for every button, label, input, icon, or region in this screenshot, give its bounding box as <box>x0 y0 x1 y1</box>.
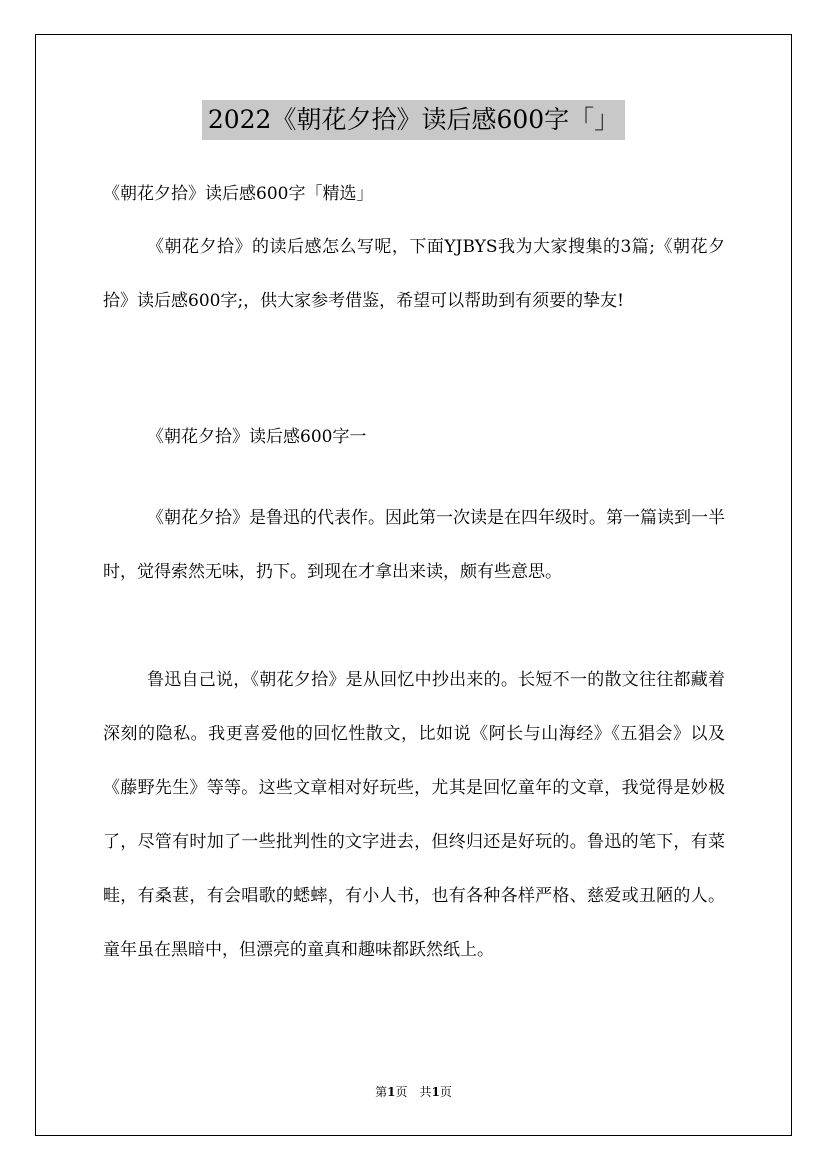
page-footer <box>0 1084 827 1100</box>
document-subtitle: 《朝花夕拾》读后感600字「精选」 <box>103 184 374 204</box>
footer-page-prefix: 第 <box>375 1085 388 1099</box>
paragraph-intro: 《朝花夕拾》的读后感怎么写呢，下面YJBYS我为大家搜集的3篇;《朝花夕拾》读后感600字;，供大家参考借鉴，希望可以帮助到有须要的挚友! <box>103 237 725 311</box>
title-container <box>0 100 827 140</box>
footer-page-mid: 页 共 <box>395 1085 432 1099</box>
paragraph-body-2: 鲁迅自己说，《朝花夕拾》是从回忆中抄出来的。长短不一的散文往往都藏着深刻的隐私。我更喜爱他的回忆性散文，比如说《阿长与山海经》《五猖会》以及《藤野先生》等等。这些文章相对好玩些，尤其是回忆童年的文章，我觉得是妙极了，尽管有时加了一些批判性的文字进去，但终归还是好玩的。鲁迅的笔下，有菜畦，有桑葚，有会唱歌的蟋蟀，有小人书，也有各种各样严格、慈爱或丑陋的人。童年虽在黑暗中，但漂亮的童真和趣味都跃然纸上。 <box>103 670 725 960</box>
footer-page-current: 1 <box>387 1085 396 1099</box>
section-heading: 《朝花夕拾》读后感600字一 <box>147 427 367 447</box>
footer-page-suffix: 页 <box>439 1085 452 1099</box>
paragraph-body-1: 《朝花夕拾》是鲁迅的代表作。因此第一次读是在四年级时。第一篇读到一半时，觉得索然无味，扔下。到现在才拿出来读，颇有些意思。 <box>103 508 725 582</box>
document-title: 2022《朝花夕拾》读后感600字「」 <box>202 100 625 140</box>
footer-page-total: 1 <box>431 1085 440 1099</box>
